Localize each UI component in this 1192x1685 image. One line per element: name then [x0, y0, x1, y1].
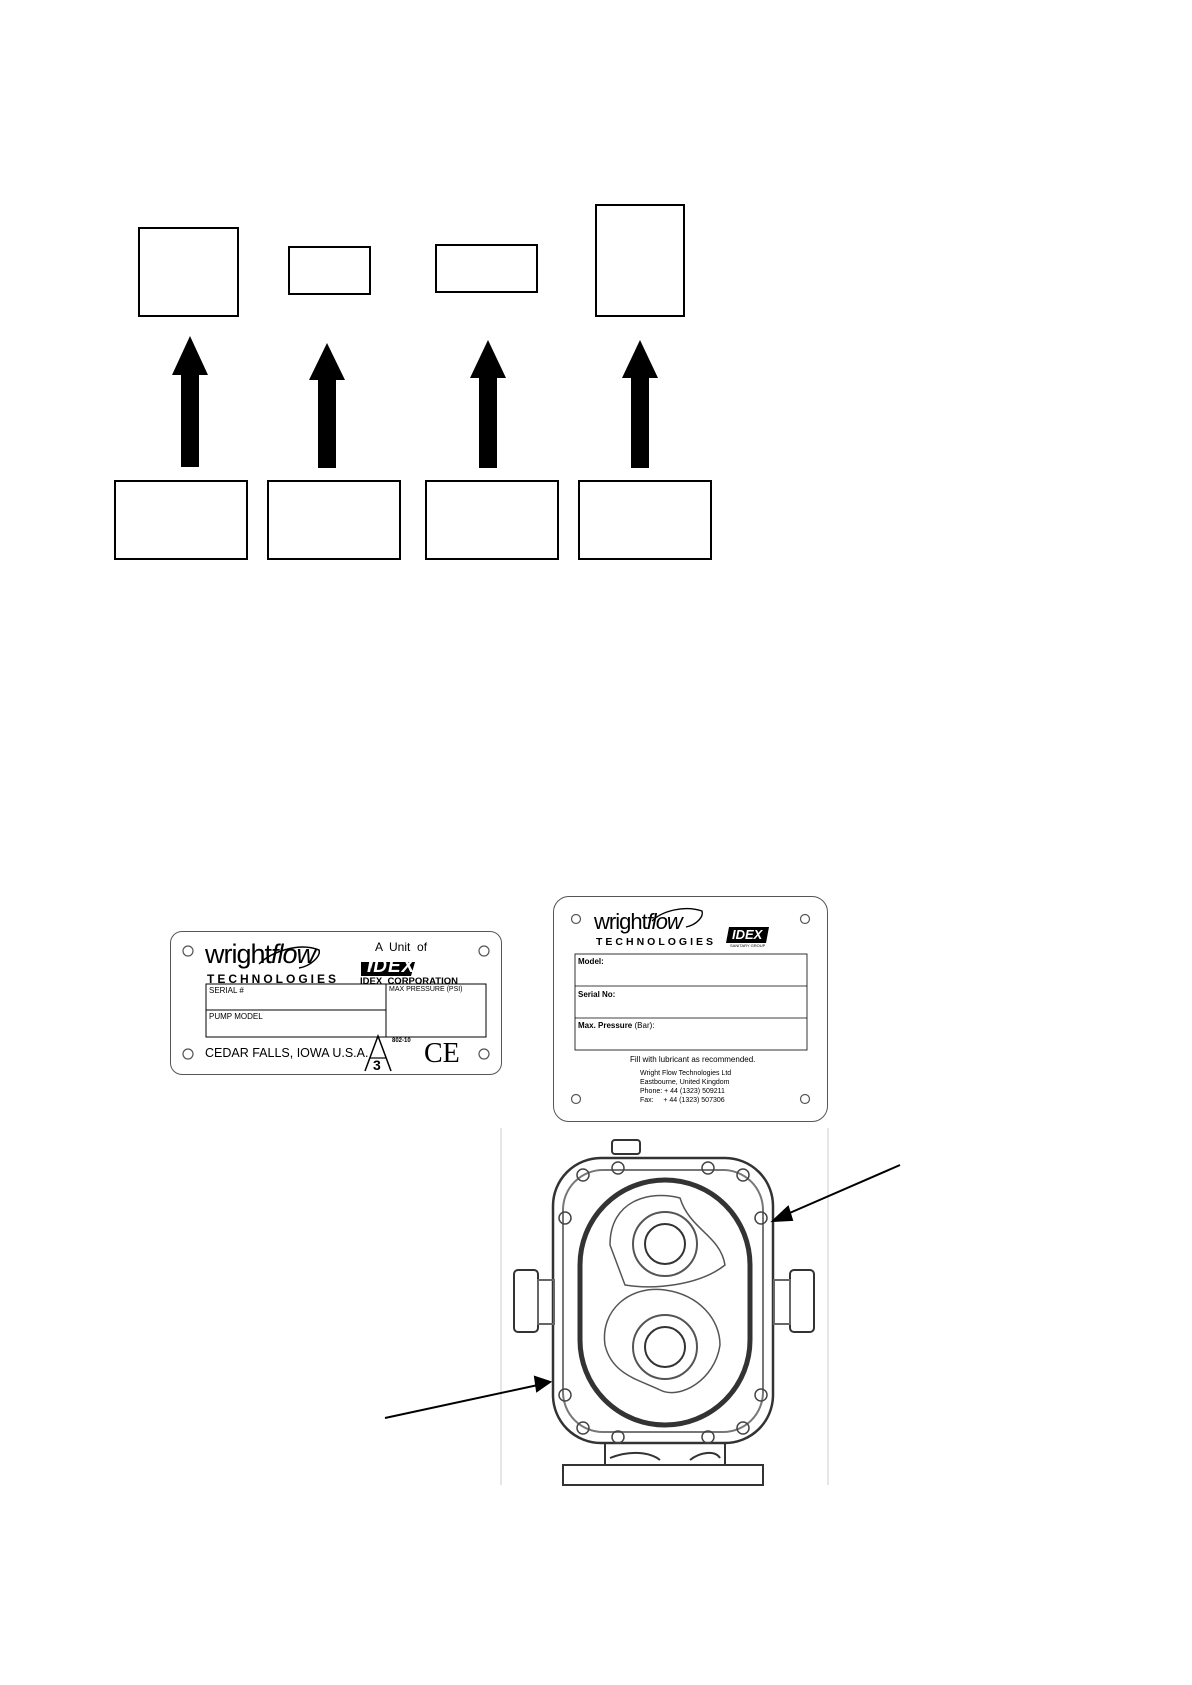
us-idex-logo: IDEX [367, 956, 416, 977]
uk-max-pressure-unit: (Bar): [634, 1021, 655, 1030]
lower-rotor-icon [604, 1289, 720, 1392]
rotor-cavity-icon [580, 1180, 750, 1425]
bolt-icons [559, 1162, 767, 1443]
us-a3-code: 802-10 [392, 1038, 411, 1044]
uk-lubricant-note: Fill with lubricant as recommended. [630, 1055, 756, 1064]
uk-brand-wright: wright [594, 909, 647, 934]
us-pump-model-label: PUMP MODEL [209, 1012, 263, 1021]
uk-fax: Fax: + 44 (1323) 507306 [640, 1097, 725, 1104]
us-location: CEDAR FALLS, IOWA U.S.A. [205, 1046, 369, 1060]
pointer-arrow-left [385, 1385, 538, 1418]
us-idex-corporation: IDEX CORPORATION [360, 976, 458, 987]
uk-idex-sub: SANITARY GROUP [730, 943, 766, 948]
us-serial-label: SERIAL # [209, 986, 244, 995]
uk-city: Eastbourne, United Kingdom [640, 1079, 730, 1086]
top-port-icon [612, 1140, 640, 1154]
ce-mark: CE [424, 1038, 460, 1069]
pump-housing-icon [553, 1158, 773, 1443]
us-brand-wright: wright [205, 939, 272, 969]
uk-serial-label: Serial No: [578, 990, 616, 999]
uk-brand-flow: flow [646, 909, 682, 934]
uk-company: Wright Flow Technologies Ltd [640, 1070, 732, 1077]
uk-model-label: Model: [578, 957, 604, 966]
upper-rotor-icon [610, 1195, 725, 1286]
us-brand-flow: flow [271, 939, 316, 969]
pointer-arrow-right [785, 1165, 900, 1215]
us-brand-technologies: TECHNOLOGIES [207, 972, 340, 986]
uk-idex-logo: IDEX [732, 927, 763, 942]
us-unit-of: A Unit of [375, 940, 428, 954]
uk-max-pressure-label: Max. Pressure [578, 1021, 633, 1030]
uk-brand-technologies: TECHNOLOGIES [596, 936, 717, 948]
us-max-pressure-label: MAX PRESSURE (PSI) [389, 986, 463, 993]
svg-text:3: 3 [373, 1057, 381, 1073]
uk-phone: Phone: + 44 (1323) 509211 [640, 1088, 725, 1095]
